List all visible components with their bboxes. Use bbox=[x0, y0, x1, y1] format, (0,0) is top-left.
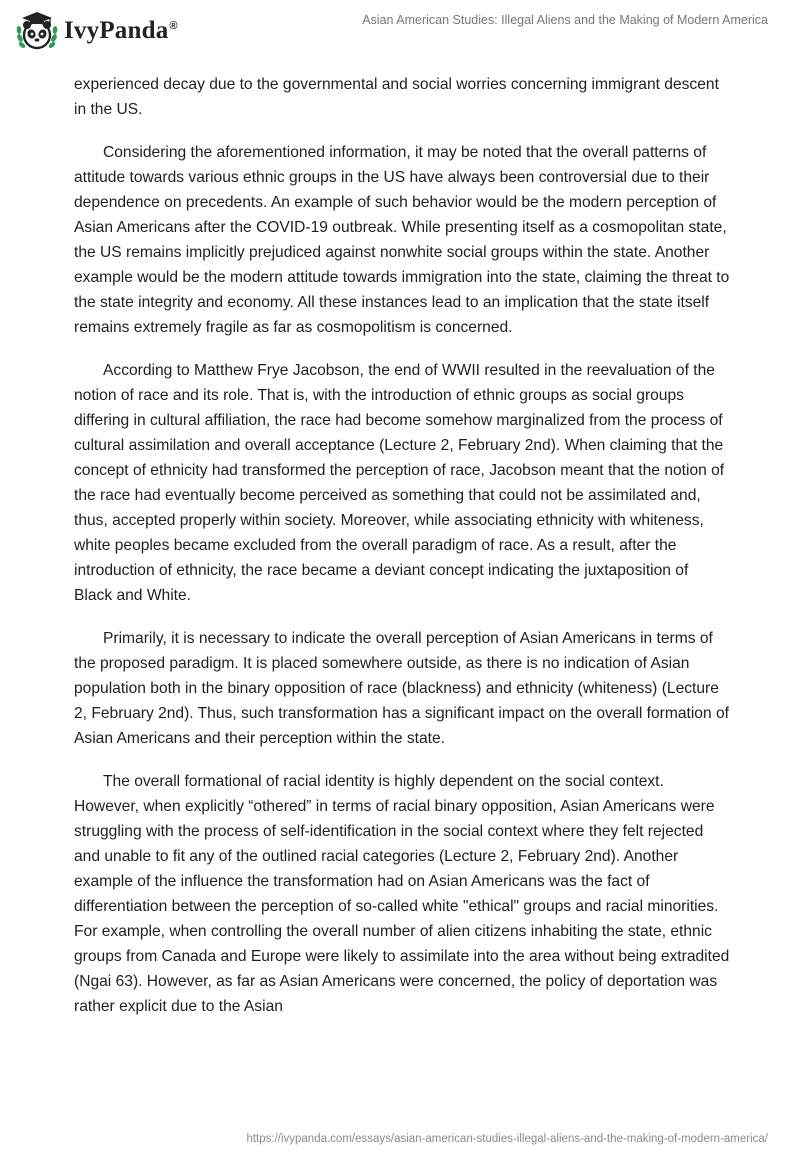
paragraph: Considering the aforementioned information, it may be noted that the overall patterns of attitude towards various ethnic groups in the US have always been controversial due to their dependence on precedents. An example of such behavior would be the modern perception of Asian Americans after the COVID-19 outbreak. While presenting itself as a cosmopolitan state, the US remains implicitly prejudiced against nonwhite social groups within the state. Another example would be the modern attitude towards immigration into the state, claiming the threat to the state integrity and economy. All these instances lead to an implication that the state itself remains extremely fragile as far as cosmopolitism is concerned. bbox=[74, 144, 730, 336]
paragraph: Primarily, it is necessary to indicate the overall perception of Asian Americans in terms of the proposed paradigm. It is placed somewhere outside, as there is no indication of Asian population both in the binary opposition of race (blackness) and ethnicity (whiteness) (Lecture 2, February 2nd). Thus, such transformation has a significant impact on the overall formation of Asian Americans and their perception within the state. bbox=[74, 630, 729, 747]
paragraph: According to Matthew Frye Jacobson, the end of WWII resulted in the reevaluation of the notion of race and its role. That is, with the introduction of ethnic groups as social groups differing in cultural affiliation, the race had become somehow marginalized from the process of cultural assimilation and overall acceptance (Lecture 2, February 2nd). When claiming that the concept of ethnicity had transformed the perception of race, Jacobson meant that the notion of the race had eventually become perceived as something that could not be assimilated and, thus, accepted properly within society. Moreover, while associating ethnicity with whiteness, white peoples became excluded from the overall paradigm of race. As a result, after the introduction of ethnicity, the race became a deviant concept indicating the juxtaposition of Black and White. bbox=[74, 362, 725, 604]
brand-name: IvyPanda® bbox=[64, 17, 178, 44]
brand-registered-mark: ® bbox=[169, 19, 178, 32]
essay-body bbox=[74, 72, 730, 1037]
brand-logo[interactable] bbox=[14, 8, 178, 54]
panda-logo-icon bbox=[14, 8, 60, 54]
document-title: Asian American Studies: Illegal Aliens and the Making of Modern America bbox=[362, 13, 768, 27]
paragraph-continuation: experienced decay due to the governmental and social worries concerning immigrant descent in the US. bbox=[74, 76, 719, 118]
paragraph: The overall formational of racial identity is highly dependent on the social context. However, when explicitly “othered” in terms of racial binary opposition, Asian Americans were struggling with the process of self-identification in the social context where they felt rejected and unable to fit any of the outlined racial categories (Lecture 2, February 2nd). Another example of the influence the transformation had on Asian Americans was the fact of differentiation between the perception of so-called white "ethical" groups and racial minorities. For example, when controlling the overall number of alien citizens inhabiting the state, ethnic groups from Canada and Europe were likely to assimilate into the area without being extradited (Ngai 63). However, as far as Asian Americans were concerned, the policy of deportation was rather explicit due to the Asian bbox=[74, 773, 730, 1015]
page-header bbox=[0, 0, 800, 60]
source-url-link[interactable]: https://ivypanda.com/essays/asian-american-studies-illegal-aliens-and-the-making-of-modern-america/ bbox=[246, 1133, 768, 1145]
